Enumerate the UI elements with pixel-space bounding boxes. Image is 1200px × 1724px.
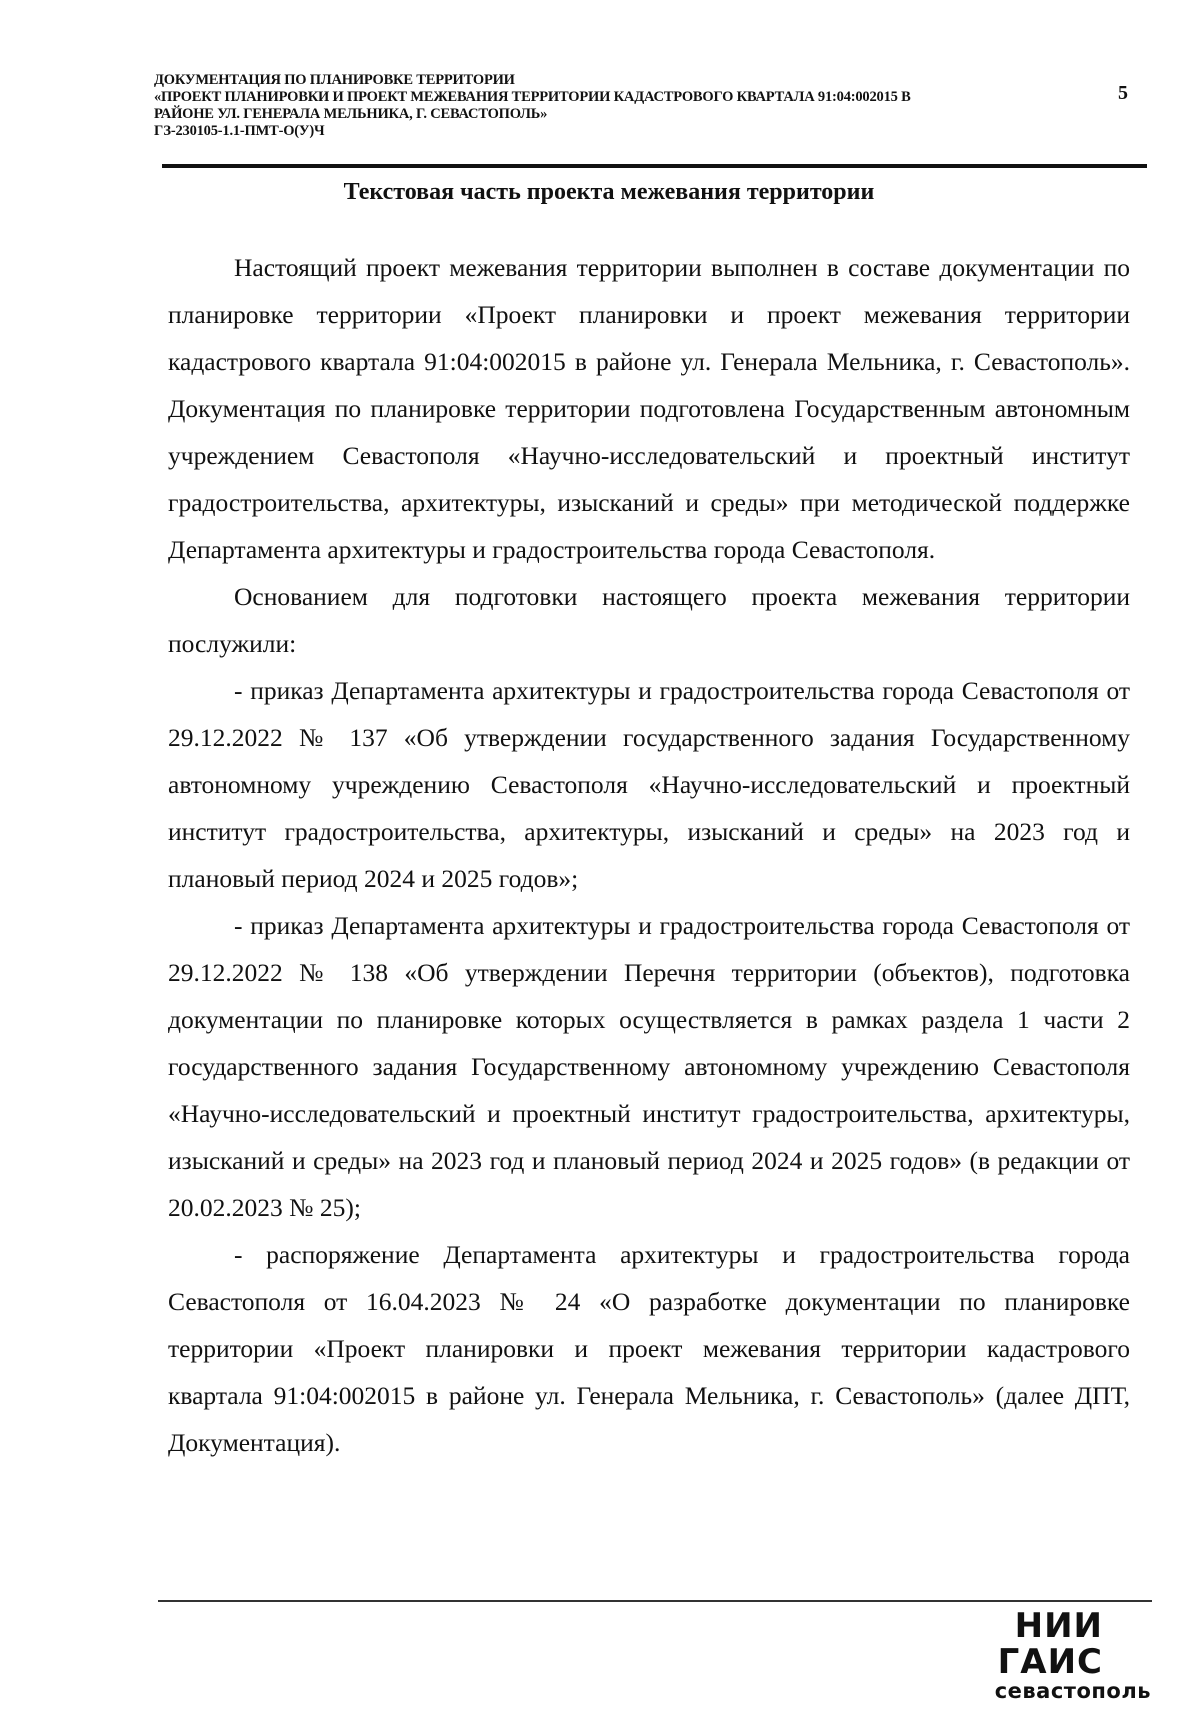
organization-logo bbox=[910, 1608, 1155, 1702]
list-item-order-137: - приказ Департамента архитектуры и градостроительства города Севастополя от 29.12.2022 № 137 «Об утверждении государственного задания Государственному автономному учреждению Севастополя «Научно-исследовательский и проектный институт градостроительства, архитектуры, изысканий и среды» на 2023 год и плановый период 2024 и 2025 годов»; bbox=[168, 676, 1130, 893]
page-number: 5 bbox=[1118, 82, 1128, 104]
document-header bbox=[154, 72, 1054, 140]
footer-divider bbox=[158, 1600, 1152, 1602]
logo-main-text: НИИ ГАИС bbox=[997, 1606, 1103, 1682]
header-line-2: «ПРОЕКТ ПЛАНИРОВКИ И ПРОЕКТ МЕЖЕВАНИЯ ТЕРРИТОРИИ КАДАСТРОВОГО КВАРТАЛА 91:04:002015 В bbox=[154, 89, 911, 105]
list-item-directive-24: - распоряжение Департамента архитектуры и градостроительства города Севастополя от 16.04.2023 № 24 «О разработке документации по планировке территории «Проект планировки и проект межевания территории кадастрового квартала 91:04:002015 в районе ул. Генерала Мельника, г. Севастополь» (далее ДПТ, Документация). bbox=[168, 1240, 1130, 1457]
logo-sub-text: севастополь bbox=[994, 1679, 1151, 1703]
list-item-order-138: - приказ Департамента архитектуры и градостроительства города Севастополя от 29.12.2022 № 138 «Об утверждении Перечня территории (объектов), подготовка документации по планировке которых осуществляется в рамках раздела 1 части 2 государственного задания Государственному автономному учреждению Севастополя «Научно-исследовательский и проектный институт градостроительства, архитектуры, изысканий и среды» на 2023 год и плановый период 2024 и 2025 годов» (в редакции от 20.02.2023 № 25); bbox=[168, 911, 1130, 1222]
section-title: Текстовая часть проекта межевания территории bbox=[343, 179, 875, 205]
header-line-1: ДОКУМЕНТАЦИЯ ПО ПЛАНИРОВКЕ ТЕРРИТОРИИ bbox=[154, 72, 515, 88]
header-divider bbox=[162, 164, 1147, 168]
paragraph-intro: Настоящий проект межевания территории выполнен в составе документации по планировке территории «Проект планировки и проект межевания территории кадастрового квартала 91:04:002015 в районе ул. Генерала Мельника, г. Севастополь». Документация по планировке территории подготовлена Государственным автономным учреждением Севастополя «Научно-исследовательский и проектный институт градостроительства, архитектуры, изысканий и среды» при методической поддержке Департамента архитектуры и градостроительства города Севастополя. bbox=[168, 253, 1130, 564]
document-code: ГЗ-230105-1.1-ПМТ-О(У)Ч bbox=[154, 123, 325, 139]
header-line-3: РАЙОНЕ УЛ. ГЕНЕРАЛА МЕЛЬНИКА, Г. СЕВАСТОПОЛЬ» bbox=[154, 106, 548, 122]
paragraph-basis: Основанием для подготовки настоящего проекта межевания территории послужили: bbox=[168, 582, 1130, 658]
body-text bbox=[168, 244, 1130, 1466]
